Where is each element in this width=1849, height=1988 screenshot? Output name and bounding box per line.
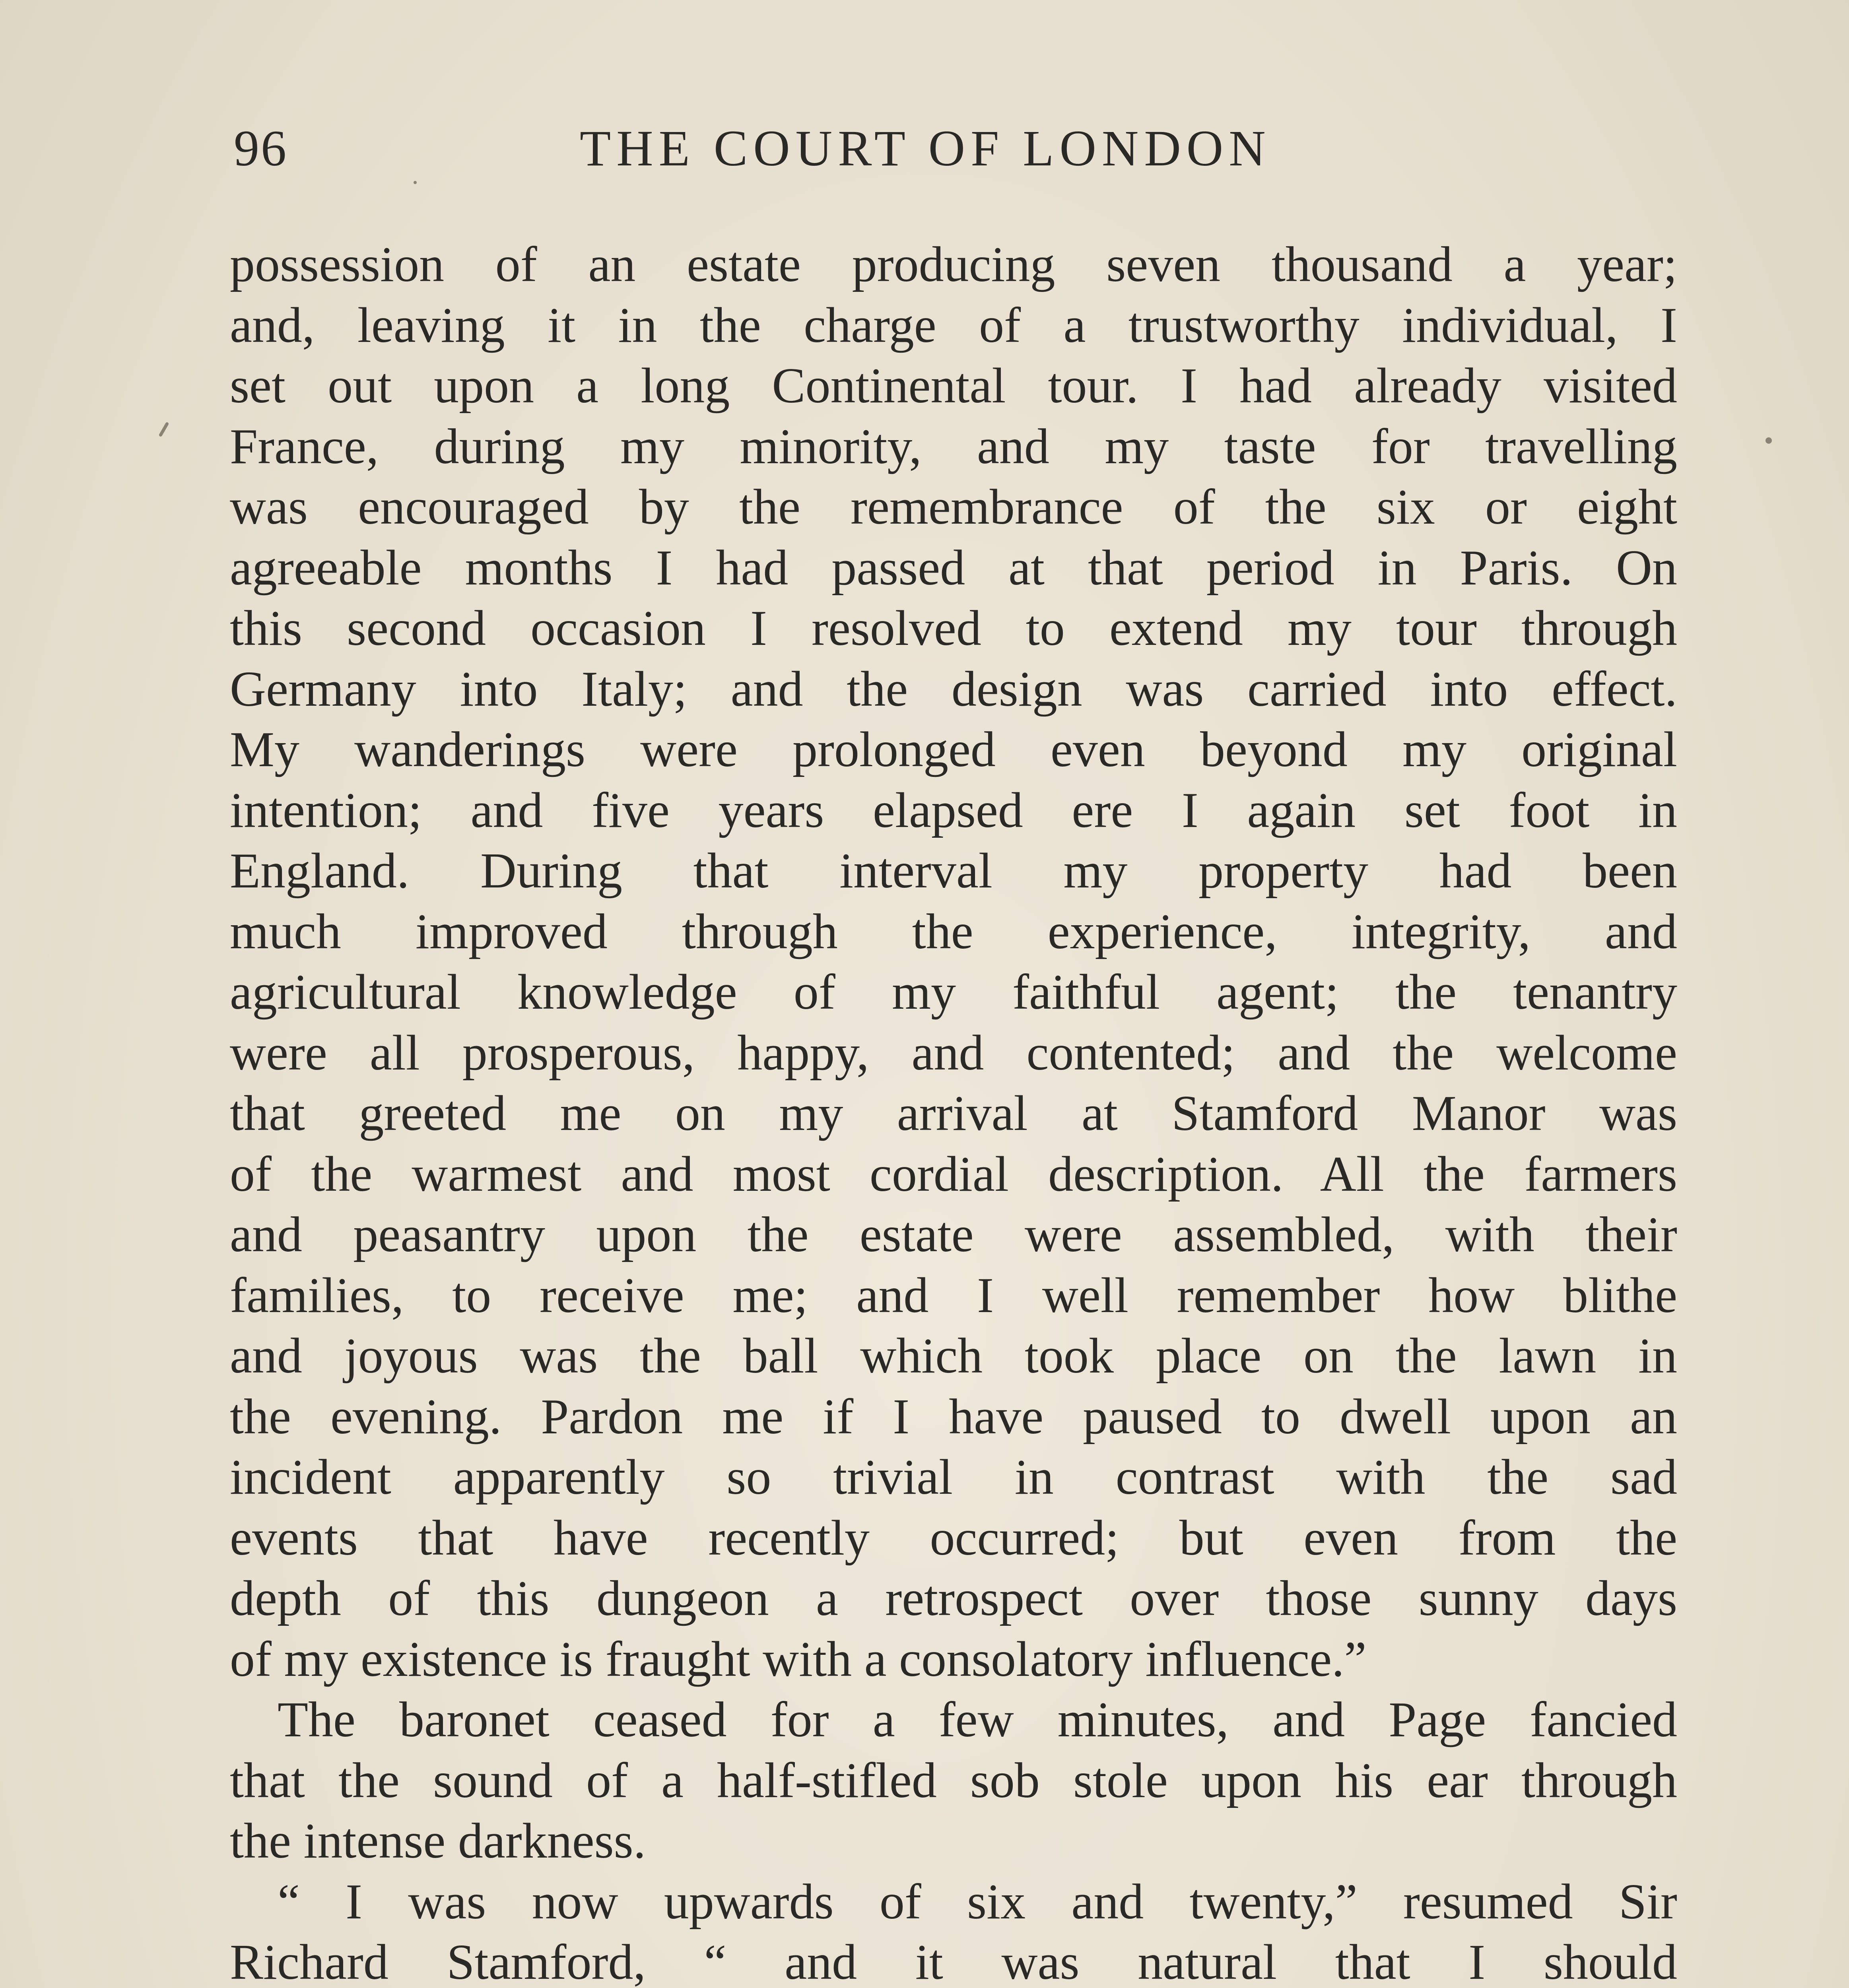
text-line: that greeted me on my arrival at Stamford Manor was [230, 1086, 1677, 1141]
text-line: events that have recently occurred; but even from the [230, 1510, 1677, 1566]
text-line: set out upon a long Continental tour. I had already visited [230, 358, 1677, 414]
text-line: The baronet ceased for a few minutes, and Page fancied [278, 1692, 1677, 1747]
text-line: families, to receive me; and I well remember how blithe [230, 1268, 1677, 1323]
text-line: intention; and five years elapsed ere I again set foot in [230, 782, 1677, 838]
text-line: “ I was now upwards of six and twenty,” resumed Sir [278, 1874, 1677, 1930]
text-line: Germany into Italy; and the design was carried into effect. [230, 661, 1677, 717]
text-line: that the sound of a half-stifled sob stole upon his ear through [230, 1753, 1677, 1808]
text-line: the evening. Pardon me if I have paused to dwell upon an [230, 1389, 1677, 1444]
paper-speck [1765, 437, 1772, 444]
text-line: England. During that interval my property had been [230, 843, 1677, 899]
body-text [230, 235, 1677, 1988]
text-line: the intense darkness. [230, 1813, 646, 1869]
text-line: and, leaving it in the charge of a trustworthy individual, I [230, 297, 1677, 353]
text-line: this second occasion I resolved to extend my tour through [230, 601, 1677, 656]
text-line: agricultural knowledge of my faithful agent; the tenantry [230, 965, 1677, 1020]
paper-speck [159, 422, 169, 437]
text-line: much improved through the experience, integrity, and [230, 904, 1677, 959]
text-line: was encouraged by the remembrance of the six or eight [230, 480, 1677, 535]
text-line: My wanderings were prolonged even beyond my original [230, 722, 1677, 777]
text-line: possession of an estate producing seven thousand a year; [230, 237, 1677, 292]
text-line: depth of this dungeon a retrospect over those sunny days [230, 1571, 1677, 1626]
text-line: France, during my minority, and my taste for travelling [230, 419, 1677, 474]
running-head: THE COURT OF LONDON [580, 120, 1271, 177]
paper-speck [414, 181, 417, 184]
page-number: 96 [234, 120, 288, 177]
text-line: of my existence is fraught with a consolatory influence.” [230, 1631, 1367, 1687]
text-line: and peasantry upon the estate were assembled, with their [230, 1207, 1677, 1262]
text-line: Richard Stamford, “ and it was natural that I should [230, 1935, 1677, 1988]
text-line: of the warmest and most cordial description. All the farmers [230, 1146, 1677, 1202]
text-line: were all prosperous, happy, and contented; and the welcome [230, 1025, 1677, 1081]
text-line: and joyous was the ball which took place on the lawn in [230, 1328, 1677, 1384]
text-line: incident apparently so trivial in contrast with the sad [230, 1450, 1677, 1505]
text-line: agreeable months I had passed at that period in Paris. On [230, 540, 1677, 596]
page-header [234, 119, 1339, 183]
